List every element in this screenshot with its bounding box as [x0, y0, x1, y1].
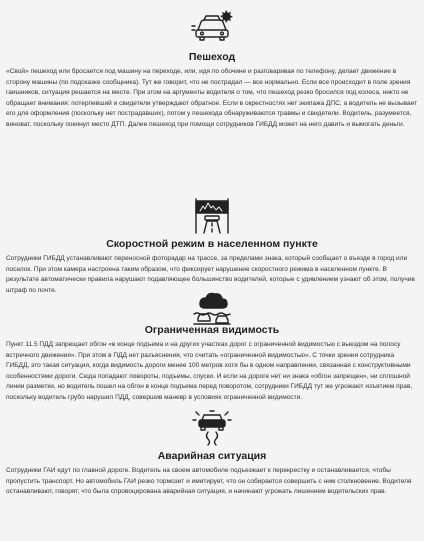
section-title: Ограниченная видимость: [144, 324, 280, 336]
limited-visibility-fog-icon: [190, 288, 234, 326]
section-text: Сотрудники ГАИ едут по главной дороге. Водитель на своем автомобиле подъезжает к перекрестку и останавливается, чтобы пропустить транспорт. Но автомобиль ГАИ резко тормозит и имитирует, что он собирается совершить с ним столкновение. Водителя останавливают, говорят, что была спровоцирована аварийная ситуация, и начинают угрожать лишением водительских прав.: [6, 467, 412, 496]
emergency-braking-icon: [190, 408, 234, 446]
speed-camera-settlement-icon: [190, 196, 234, 234]
section-text: «Свой» пешеход или бросается под машину на переходе, или, идя по обочине и разговаривая по телефону, делает движение в сторону машины (по подсказке сообщника). Тут же говорит, что не пострадал — все нормально. Если все происходит в поле зрения гаишников, ситуация решается на месте. При этом на аргументы водителя о том, что пешеход резко бросился под колеса, никто не обращает внимания: потерпевший и свидетели утверждают обратное. Если в окрестностях нет экипажа ДПС, а водитель не вызывает его для оформления (поскольку нет пострадавших), потом у пешехода обнаруживаются травмы и свидетели. Водитель, разумеется, виноват, поскольку покинул место ДТП. Далее пешеход при помощи сотрудников ГИБДД может на него давить и вымогать деньги.: [6, 68, 418, 128]
section-title: Аварийная ситуация: [157, 450, 267, 462]
section-text: Сотрудники ГИБДД устанавливают переносной фоторадар на трассе, за пределами знака, который сообщает о въезде в город или поселок. При этом камера настроена таким образом, что фиксирует нарушение скоростного режима в населенном пункте. В результате автоматически правила нарушают подавляющее большинство водителей, которые с удивлением узнают об этом, получив штраф по почте.: [6, 255, 415, 294]
pedestrian-car-crash-icon: [190, 6, 234, 44]
section-text: Пункт 11.5 ПДД запрещает обгон «в конце подъема и на других участках дорог с ограниченной видимостью с выездом на полосу встречного движения». При этом в ПДД нет разъяснения, что считать «ограниченной видимостью». С точки зрения сотрудника ГИБДД, это такая ситуация, когда видимость дороги менее 100 метров хотя бы в одном направлении, связанная с конструктивными особенностями дороги. Сюда попадают повороты, подъемы, спуски. И если на дороге нет ни знака «обгон запрещен», ни сплошной линии разметки, но водитель пошел на обгон в конце подъема перед поворотом, сотрудники ГИБДД тут же угрожают изъятием прав, поскольку водитель грубо нарушил ПДД, совершив маневр в условиях ограниченной видимости.: [6, 341, 413, 401]
section-title: Пешеход: [188, 51, 236, 63]
section-title: Скоростной режим в населенном пункте: [106, 238, 318, 250]
